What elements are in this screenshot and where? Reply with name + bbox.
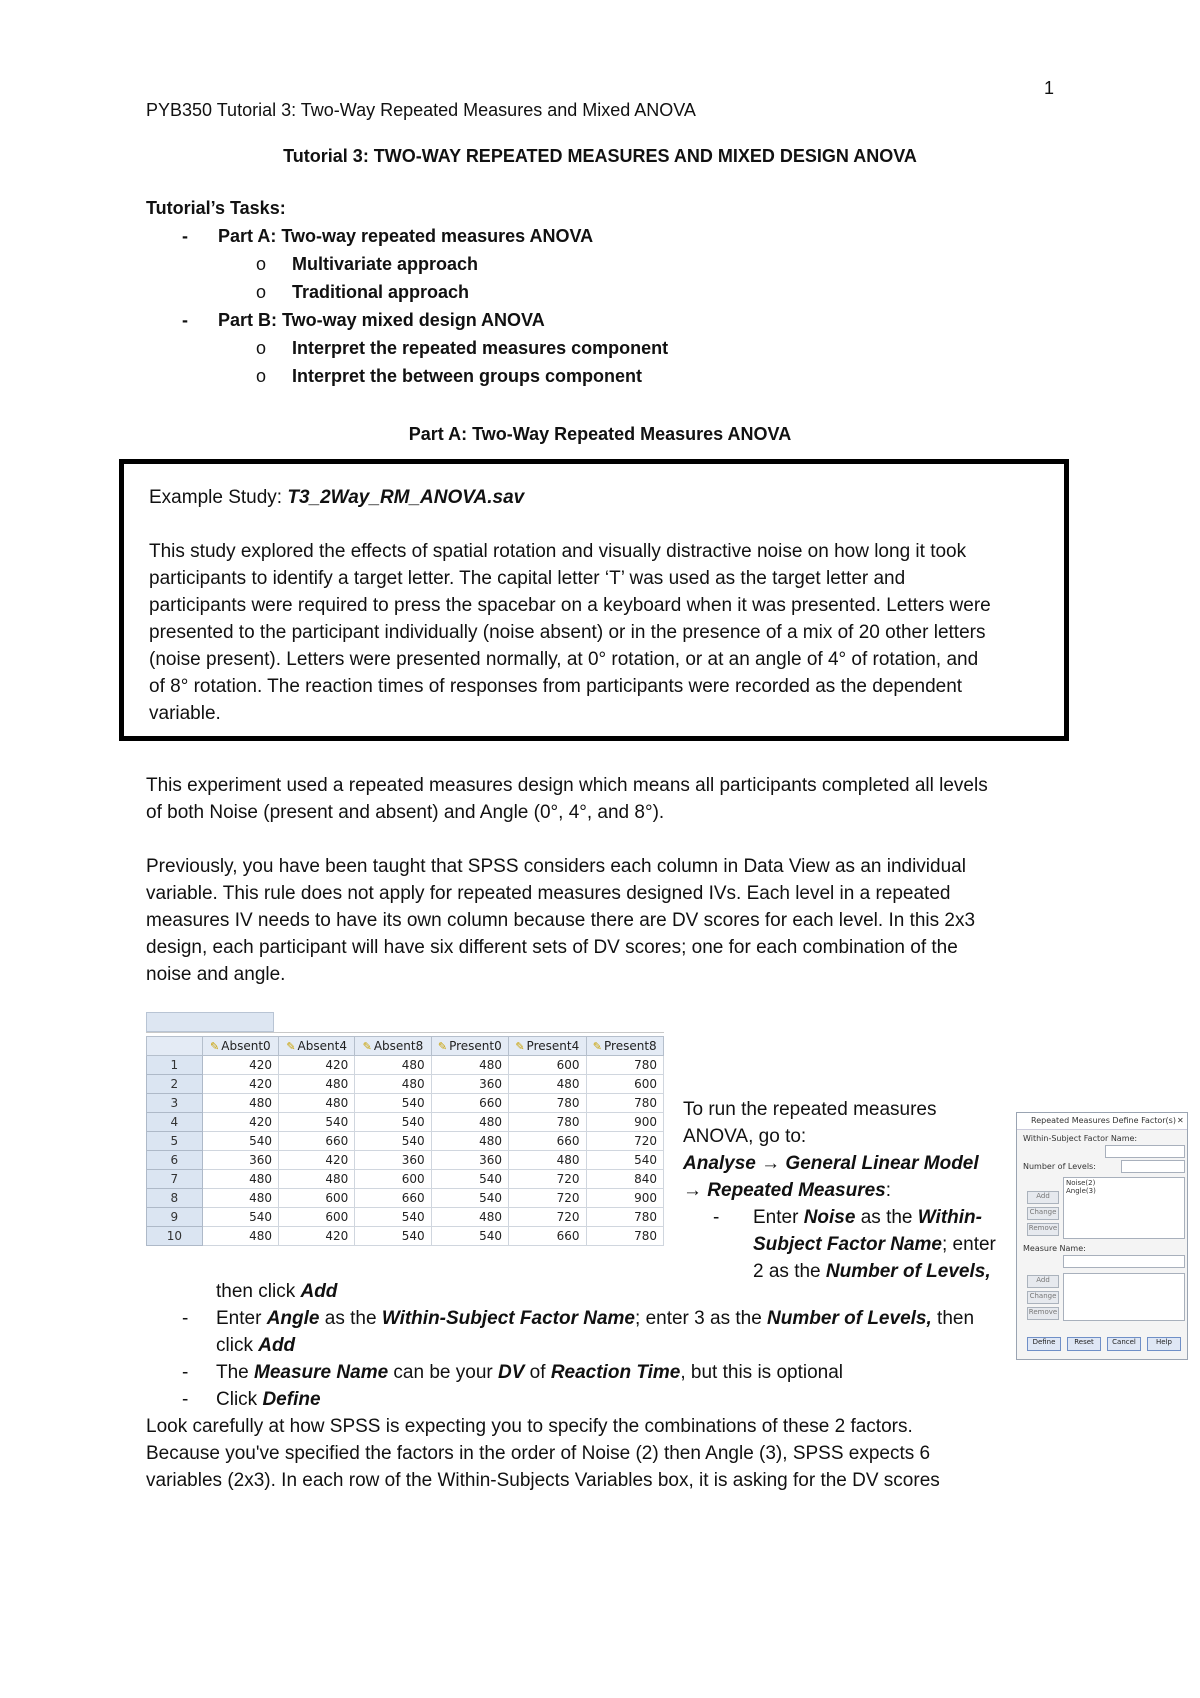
- table-cell[interactable]: 540: [431, 1189, 508, 1208]
- table-cell[interactable]: 540: [355, 1227, 431, 1246]
- row-number[interactable]: 3: [147, 1094, 203, 1113]
- row-number[interactable]: 8: [147, 1189, 203, 1208]
- help-button[interactable]: Help: [1147, 1337, 1181, 1351]
- table-cell[interactable]: 720: [509, 1170, 586, 1189]
- table-cell[interactable]: 540: [279, 1113, 355, 1132]
- levels-input[interactable]: [1121, 1160, 1185, 1173]
- add-factor-button[interactable]: Add: [1027, 1191, 1059, 1204]
- table-cell[interactable]: 660: [509, 1227, 586, 1246]
- table-cell[interactable]: 540: [355, 1132, 431, 1151]
- table-cell[interactable]: 720: [509, 1208, 586, 1227]
- table-cell[interactable]: 600: [586, 1075, 664, 1094]
- table-row[interactable]: [147, 1075, 664, 1094]
- table-cell[interactable]: 540: [202, 1132, 278, 1151]
- scale-icon: ✎: [210, 1040, 220, 1053]
- example-description: This study explored the effects of spatial rotation and visually distractive noise on how long it took participants to identify a target letter. The capital letter ‘T’ was used as the target letter and participants were required to press the spacebar on a keyboard when it was presented. Letters were presented to the participant individually (noise absent) or in the presence of a mix of 20 other letters (noise present). Letters were presented normally, at 0° rotation, or at an angle of 4° of rotation, and of 8° rotation. The reaction times of responses from participants were recorded as the dependent variable.: [149, 541, 991, 724]
- task-part-b-sub: o Interpret the repeated measures component: [256, 338, 669, 358]
- page-title: Tutorial 3: TWO-WAY REPEATED MEASURES AND MIXED DESIGN ANOVA: [283, 146, 917, 166]
- table-cell[interactable]: 540: [431, 1170, 508, 1189]
- add-measure-button[interactable]: Add: [1027, 1275, 1059, 1288]
- change-measure-button[interactable]: Change: [1027, 1291, 1059, 1304]
- table-cell[interactable]: 540: [355, 1208, 431, 1227]
- table-cell[interactable]: 900: [586, 1189, 664, 1208]
- spss-paragraph: Previously, you have been taught that SPSS considers each column in Data View as an individual variable. This rule does not apply for repeated measures designed IVs. Each level in a repeated measures IV needs to have its own column because there are DV scores for each level. In this 2x3 design, each participant will have six different sets of DV scores; one for each combination of the noise and angle.: [146, 856, 976, 985]
- table-cell[interactable]: 480: [431, 1056, 508, 1075]
- document-header: PYB350 Tutorial 3: Two-Way Repeated Measures and Mixed ANOVA: [146, 100, 696, 120]
- column-header: ✎ Present0: [431, 1037, 508, 1056]
- table-cell[interactable]: 480: [279, 1075, 355, 1094]
- table-cell[interactable]: 480: [431, 1208, 508, 1227]
- table-row[interactable]: [147, 1094, 664, 1113]
- table-cell[interactable]: 780: [586, 1056, 664, 1075]
- run-instructions: To run the repeated measures ANOVA, go to: Analyse → General Linear Model → Repeated Measures: - Enter Noise as the Within- Subject Factor Name; enter 2 as the Number of Levels,: [683, 1099, 996, 1282]
- column-header: ✎ Absent0: [202, 1037, 278, 1056]
- table-cell[interactable]: 540: [202, 1208, 278, 1227]
- factor-list[interactable]: [1063, 1177, 1185, 1239]
- table-cell[interactable]: 780: [586, 1208, 664, 1227]
- task-part-b: - Part B: Two-way mixed design ANOVA: [182, 310, 545, 330]
- arrow-icon: →: [683, 1180, 702, 1201]
- row-number[interactable]: 9: [147, 1208, 203, 1227]
- cancel-button[interactable]: Cancel: [1107, 1337, 1141, 1351]
- task-part-a-sub: o Multivariate approach: [256, 254, 479, 274]
- table-cell[interactable]: 540: [431, 1227, 508, 1246]
- table-cell[interactable]: 780: [586, 1227, 664, 1246]
- measure-list[interactable]: [1063, 1273, 1185, 1321]
- row-number[interactable]: 10: [147, 1227, 203, 1246]
- row-header-corner: [147, 1037, 203, 1056]
- table-cell[interactable]: 660: [431, 1094, 508, 1113]
- table-cell[interactable]: 900: [586, 1113, 664, 1132]
- reset-button[interactable]: Reset: [1067, 1337, 1101, 1351]
- table-cell[interactable]: 660: [279, 1132, 355, 1151]
- table-row[interactable]: [147, 1208, 664, 1227]
- scale-icon: ✎: [592, 1040, 603, 1053]
- page-number: 1: [1044, 78, 1055, 98]
- table-cell[interactable]: 780: [509, 1094, 586, 1113]
- table-cell[interactable]: 600: [355, 1170, 431, 1189]
- table-row[interactable]: [147, 1132, 664, 1151]
- dialog-title: Repeated Measures Define Factor(s): [1031, 1116, 1176, 1125]
- table-row[interactable]: [147, 1170, 664, 1189]
- table-cell[interactable]: 480: [355, 1056, 431, 1075]
- list-item[interactable]: Noise(2): [1066, 1179, 1096, 1187]
- task-part-b-sub: o Interpret the between groups component: [256, 366, 643, 386]
- table-cell[interactable]: 480: [509, 1151, 586, 1170]
- table-cell[interactable]: 480: [279, 1170, 355, 1189]
- tutorial-tasks: [146, 198, 669, 390]
- table-cell[interactable]: 780: [509, 1113, 586, 1132]
- measure-name-input[interactable]: [1063, 1255, 1185, 1268]
- part-a-heading: Part A: Two-Way Repeated Measures ANOVA: [408, 424, 792, 444]
- design-paragraph: This experiment used a repeated measures design which means all participants completed all levels of both Noise (present and absent) and Angle (0°, 4°, and 8°).: [146, 775, 988, 823]
- row-number[interactable]: 1: [147, 1056, 203, 1075]
- column-header: ✎ Present8: [586, 1037, 664, 1056]
- table-cell[interactable]: 420: [202, 1075, 278, 1094]
- dialog-titlebar: [1017, 1113, 1187, 1130]
- remove-factor-button[interactable]: Remove: [1027, 1223, 1059, 1236]
- table-cell[interactable]: 480: [431, 1132, 508, 1151]
- measure-name-label: Measure Name:: [1023, 1244, 1086, 1253]
- data-view-cell-editor: [146, 1012, 664, 1033]
- table-row[interactable]: [147, 1113, 664, 1132]
- scale-icon: ✎: [515, 1040, 525, 1053]
- row-number[interactable]: 5: [147, 1132, 203, 1151]
- table-cell[interactable]: 660: [355, 1189, 431, 1208]
- table-cell[interactable]: 600: [279, 1189, 355, 1208]
- within-factor-label: Within-Subject Factor Name:: [1023, 1134, 1138, 1143]
- scale-icon: ✎: [286, 1040, 296, 1053]
- table-cell[interactable]: 480: [202, 1170, 278, 1189]
- task-part-a: - Part A: Two-way repeated measures ANOVA: [182, 226, 594, 246]
- table-cell[interactable]: 360: [202, 1151, 278, 1170]
- table-cell[interactable]: 840: [586, 1170, 664, 1189]
- table-cell[interactable]: 420: [279, 1056, 355, 1075]
- table-row[interactable]: [147, 1151, 664, 1170]
- within-factor-input[interactable]: [1105, 1145, 1185, 1158]
- table-cell[interactable]: 600: [279, 1208, 355, 1227]
- arrow-icon: →: [761, 1153, 781, 1174]
- tasks-heading: Tutorial’s Tasks:: [146, 198, 286, 218]
- table-cell[interactable]: 540: [355, 1113, 431, 1132]
- data-table: [146, 1036, 664, 1246]
- table-cell[interactable]: 480: [202, 1189, 278, 1208]
- levels-label: Number of Levels:: [1023, 1162, 1096, 1171]
- spss-data-view: [146, 1012, 664, 1254]
- table-cell[interactable]: 360: [355, 1151, 431, 1170]
- task-part-a-sub: o Traditional approach: [256, 282, 470, 302]
- table-cell[interactable]: 480: [355, 1075, 431, 1094]
- example-file-name: T3_2Way_RM_ANOVA.sav: [287, 487, 525, 508]
- steps-continued: then click Add - Enter Angle as the Within-Subject Factor Name; enter 3 as the Number of Levels, then click Add - The Measure Name can be your DV of Reaction Time, but this is optional - Click Define Look carefully at how SPSS is expecting you to specify the combinations of these 2 factors. Because you've specified the factors in the order of Noise (2) then Angle (3), SPSS expects 6 variables (2x3). In each row of the Within-Subjects Variables box, it is asking for the DV scores: [146, 1281, 975, 1491]
- table-row[interactable]: [147, 1227, 664, 1246]
- table-cell[interactable]: 360: [431, 1075, 508, 1094]
- change-factor-button[interactable]: Change: [1027, 1207, 1059, 1220]
- column-header: ✎ Absent8: [355, 1037, 431, 1056]
- table-cell[interactable]: 480: [279, 1094, 355, 1113]
- remove-measure-button[interactable]: Remove: [1027, 1307, 1059, 1320]
- table-cell[interactable]: 480: [202, 1227, 278, 1246]
- row-number[interactable]: 4: [147, 1113, 203, 1132]
- table-cell[interactable]: 540: [355, 1094, 431, 1113]
- row-number[interactable]: 6: [147, 1151, 203, 1170]
- table-cell[interactable]: 780: [586, 1094, 664, 1113]
- table-cell[interactable]: 540: [586, 1151, 664, 1170]
- table-cell[interactable]: 420: [202, 1056, 278, 1075]
- table-cell[interactable]: 660: [509, 1132, 586, 1151]
- table-cell[interactable]: 420: [202, 1113, 278, 1132]
- scale-icon: ✎: [437, 1040, 448, 1053]
- table-cell[interactable]: 720: [586, 1132, 664, 1151]
- example-study-title: Example Study: T3_2Way_RM_ANOVA.sav: [149, 487, 525, 508]
- table-cell[interactable]: 480: [431, 1113, 508, 1132]
- table-cell[interactable]: 720: [509, 1189, 586, 1208]
- table-cell[interactable]: 480: [509, 1075, 586, 1094]
- table-cell[interactable]: 600: [509, 1056, 586, 1075]
- list-item[interactable]: Angle(3): [1066, 1187, 1096, 1195]
- column-header: ✎ Present4: [509, 1037, 586, 1056]
- table-row[interactable]: [147, 1056, 664, 1075]
- define-button[interactable]: Define: [1027, 1337, 1061, 1351]
- table-cell[interactable]: 420: [279, 1227, 355, 1246]
- table-row[interactable]: [147, 1189, 664, 1208]
- table-cell[interactable]: 360: [431, 1151, 508, 1170]
- row-number[interactable]: 7: [147, 1170, 203, 1189]
- table-cell[interactable]: 420: [279, 1151, 355, 1170]
- example-study-box: [119, 459, 1069, 741]
- column-header: ✎ Absent4: [279, 1037, 355, 1056]
- table-cell[interactable]: 480: [202, 1094, 278, 1113]
- close-icon[interactable]: ✕: [1177, 1116, 1184, 1125]
- define-factors-dialog: [1016, 1112, 1188, 1360]
- row-number[interactable]: 2: [147, 1075, 203, 1094]
- scale-icon: ✎: [362, 1040, 372, 1053]
